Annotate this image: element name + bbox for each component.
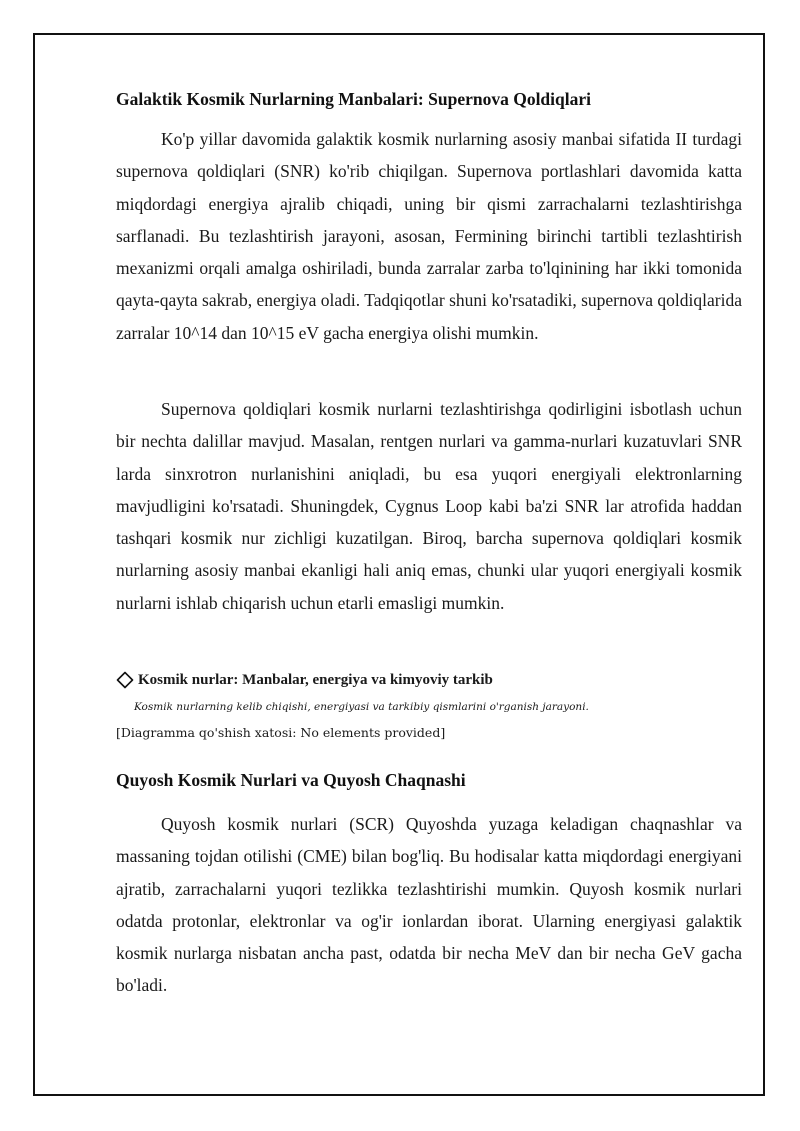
paragraph-solar: Quyosh kosmik nurlari (SCR) Quyoshda yuzaga keladigan chaqnashlar va massaning tojdan otilishi (CME) bilan bog'liq. Bu hodisalar katta miqdordagi energiyani ajratib, zarrachalarni yuqori tezlikka tezlashtirishi mumkin. Quyosh kosmik nurlari odatda protonlar, elektronlar va og'ir ionlardan iborat. Ularning energiyasi galaktik kosmik nurlarga nisbatan ancha past, odatda bir necha MeV dan bir necha GeV gacha bo'ladi.: [116, 814, 742, 996]
figure-title: [116, 669, 742, 691]
section-heading-supernova: Galaktik Kosmik Nurlarning Manbalari: Supernova Qoldiqlari: [116, 89, 592, 109]
tag-icon: [116, 671, 134, 689]
paragraph-supernova-evidence: Supernova qoldiqlari kosmik nurlarni tezlashtirishga qodirligini isbotlash uchun bir nechta dalillar mavjud. Masalan, rentgen nurlari va gamma-nurlari kuzatuvlari SNR larda sinxrotron nurlanishini aniqladi, bu esa yuqori energiyali elektronlarning mavjudligini ko'rsatadi. Shuningdek, Cygnus Loop kabi ba'zi SNR lar atrofida haddan tashqari kosmik nur zichligi kuzatilgan. Biroq, barcha supernova qoldiqlari kosmik nurlarning asosiy manbai ekanligi hali aniq emas, chunki ular yuqori energiyali kosmik nurlarni ishlab chiqarish uchun etarli emasligi mumkin.: [116, 399, 742, 613]
section-heading-solar: Quyosh Kosmik Nurlari va Quyosh Chaqnashi: [116, 770, 466, 790]
paragraph-supernova-intro: Ko'p yillar davomida galaktik kosmik nurlarning asosiy manbai sifatida II turdagi supernova qoldiqlari (SNR) ko'rib chiqilgan. Supernova portlashlari davomida katta miqdordagi energiya ajralib chiqadi, uning bir qismi zarrachalarni tezlashtirishga sarflanadi. Bu tezlashtirish jarayoni, asosan, Fermining birinchi tartibli tezlashtirish mexanizmi orqali amalga oshiriladi, bunda zarralar zarba to'lqinining har ikki tomonida qayta-qayta sakrab, energiya oladi. Tadqiqotlar shuni ko'rsatadiki, supernova qoldiqlarida zarralar 10^14 dan 10^15 eV gacha energiya olishi mumkin.: [116, 129, 742, 343]
figure-title-text: Kosmik nurlar: Manbalar, energiya va kimyoviy tarkib: [138, 672, 493, 688]
figure-block: [116, 669, 742, 742]
diagram-error-message: [Diagramma qo'shish xatosi: No elements provided]: [116, 725, 446, 740]
figure-caption: Kosmik nurlarning kelib chiqishi, energiyasi va tarkibiy qismlarini o'rganish jarayoni.: [134, 701, 589, 713]
